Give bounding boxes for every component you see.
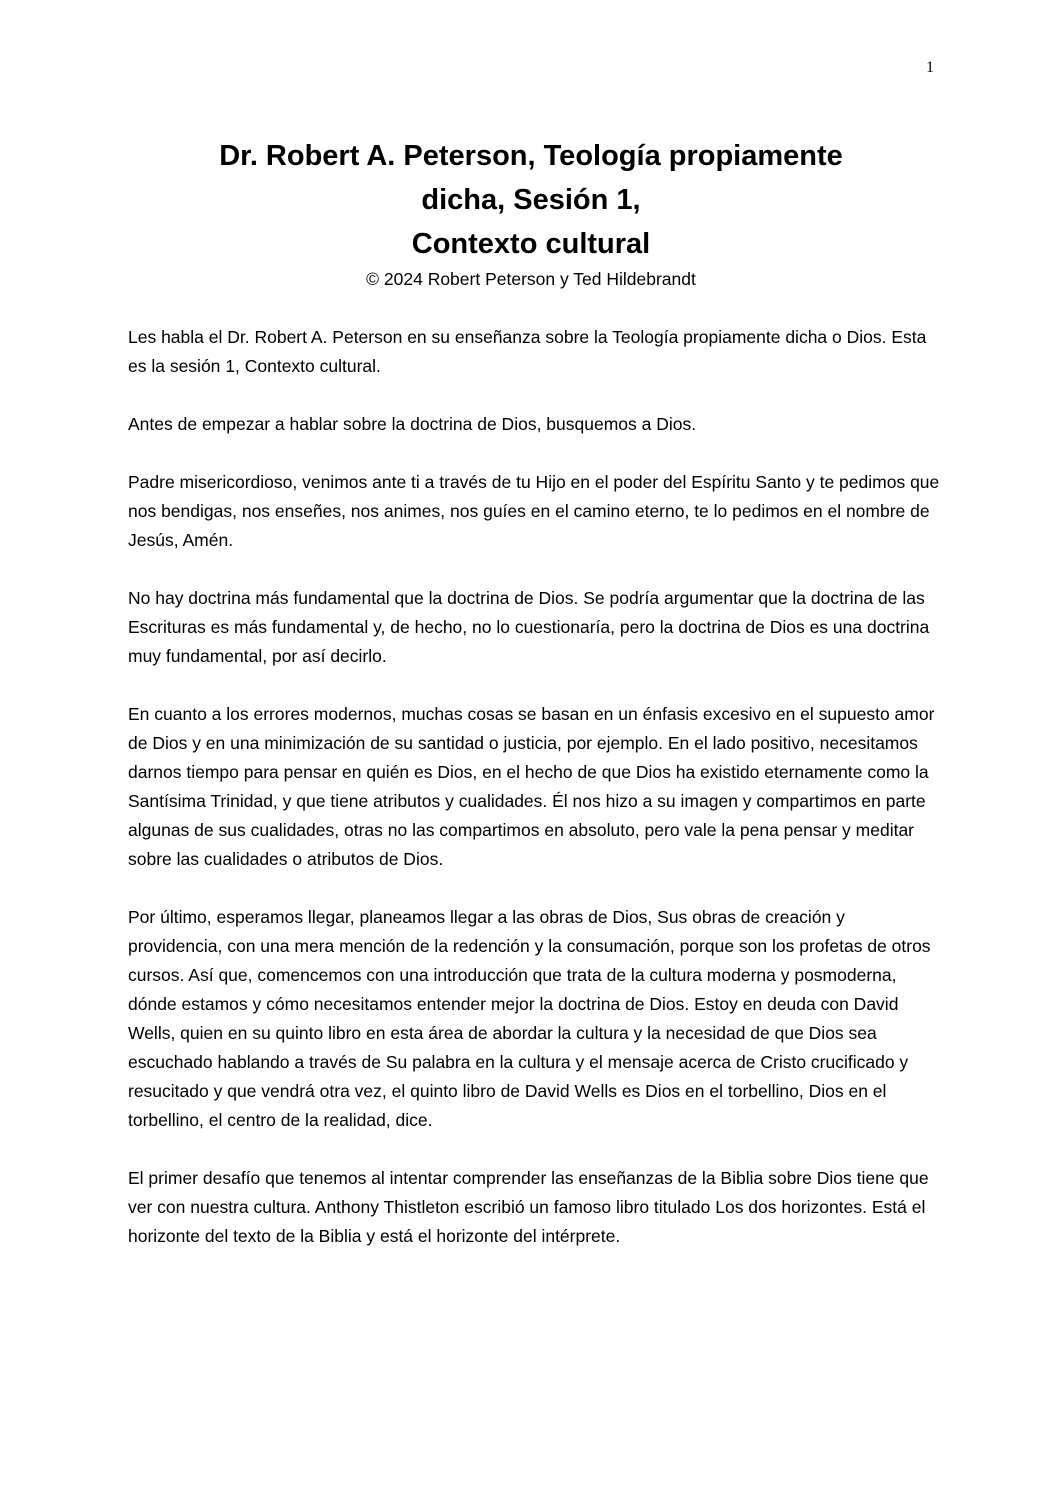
paragraph-intro: Les habla el Dr. Robert A. Peterson en su enseñanza sobre la Teología propiamente dicha o Dios. Esta es la sesión 1, Contexto cultural. bbox=[128, 327, 927, 376]
document-title bbox=[128, 134, 934, 266]
title-line-2: dicha, Sesión 1, bbox=[421, 184, 641, 216]
paragraph-doctrine-fundamental: No hay doctrina más fundamental que la doctrina de Dios. Se podría argumentar que la doctrina de las Escrituras es más fundamental y, de hecho, no lo cuestionaría, pero la doctrina de Dios es una doctrina muy fundamental, por así decirlo. bbox=[128, 588, 930, 666]
document-body bbox=[128, 323, 940, 1251]
paragraph-invitation: Antes de empezar a hablar sobre la doctrina de Dios, busquemos a Dios. bbox=[128, 414, 697, 434]
title-line-1: Dr. Robert A. Peterson, Teología propiamente bbox=[219, 140, 843, 172]
title-line-3: Contexto cultural bbox=[411, 228, 651, 260]
page-number: 1 bbox=[926, 59, 934, 76]
paragraph-modern-errors: En cuanto a los errores modernos, muchas cosas se basan en un énfasis excesivo en el supuesto amor de Dios y en una minimización de su santidad o justicia, por ejemplo. En el lado positivo, necesitamos darnos tiempo para pensar en quién es Dios, en el hecho de que Dios ha existido eternamente como la Santísima Trinidad, y que tiene atributos y cualidades. Él nos hizo a su imagen y compartimos en parte algunas de sus cualidades, otras no las compartimos en absoluto, pero vale la pena pensar y meditar sobre las cualidades o atributos de Dios. bbox=[128, 704, 935, 869]
paragraph-prayer: Padre misericordioso, venimos ante ti a través de tu Hijo en el poder del Espíritu Santo y te pedimos que nos bendigas, nos enseñes, nos animes, nos guíes en el camino eterno, te lo pedimos en el nombre de Jesús, Amén. bbox=[128, 472, 940, 550]
paragraph-first-challenge: El primer desafío que tenemos al intentar comprender las enseñanzas de la Biblia sobre Dios tiene que ver con nuestra cultura. Anthony Thistleton escribió un famoso libro titulado Los dos horizontes. Está el horizonte del texto de la Biblia y está el horizonte del intérprete. bbox=[128, 1168, 929, 1246]
paragraph-works-of-god: Por último, esperamos llegar, planeamos llegar a las obras de Dios, Sus obras de creación y providencia, con una mera mención de la redención y la consumación, porque son los profetas de otros cursos. Así que, comencemos con una introducción que trata de la cultura moderna y posmoderna, dónde estamos y cómo necesitamos entender mejor la doctrina de Dios. Estoy en deuda con David Wells, quien en su quinto libro en esta área de abordar la cultura y la necesidad de que Dios sea escuchado hablando a través de Su palabra en la cultura y el mensaje acerca de Cristo crucificado y resucitado y que vendrá otra vez, el quinto libro de David Wells es Dios en el torbellino, Dios en el torbellino, el centro de la realidad, dice. bbox=[128, 907, 931, 1130]
copyright-line: © 2024 Robert Peterson y Ted Hildebrandt bbox=[366, 269, 696, 289]
